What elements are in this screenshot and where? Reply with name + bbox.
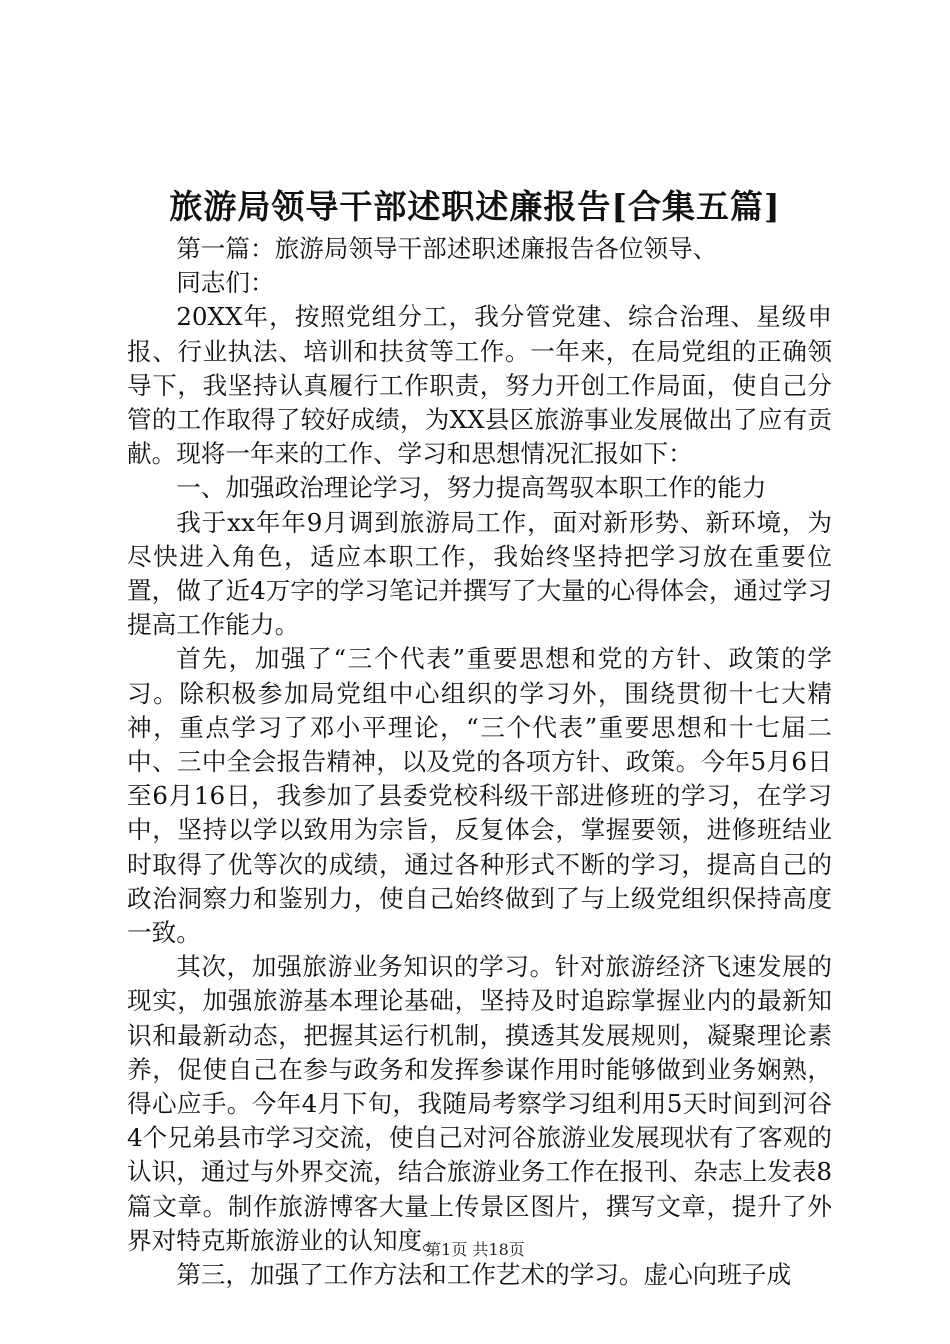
document-title: 旅游局领导干部述职述廉报告[合集五篇] — [169, 187, 781, 226]
paragraph: 第三，加强了工作方法和工作艺术的学习。虚心向班子成 — [176, 1260, 792, 1290]
paragraph: 同志们： — [176, 268, 275, 298]
paragraph: 我于xx年年9月调到旅游局工作，面对新形势、新环境，为尽快进入角色，适应本职工作，我始终坚持把学习放在重要位置，做了近4万字的学习笔记并撰写了大量的心得体会，通过学习提高工作能力。 — [127, 507, 832, 640]
paragraph: 首先，加强了“三个代表”重要思想和党的方针、政策的学习。除积极参加局党组中心组织的学习外，围绕贯彻十七大精神，重点学习了邓小平理论，“三个代表”重要思想和十七届二中、三中全会报告精神，以及党的各项方针、政策。今年5月6日至6月16日，我参加了县委党校科级干部进修班的学习，在学习中，坚持以学以致用为宗旨，反复体会，掌握要领，进修班结业时取得了优等次的成绩，通过各种形式不断的学习，提高自己的政治洞察力和鉴别力，使自己始终做到了与上级党组织保持高度一致。 — [127, 644, 832, 948]
paragraph: 第一篇：旅游局领导干部述职述廉报告各位领导、 — [176, 234, 718, 263]
paragraph: 20XX年，按照党组分工，我分管党建、综合治理、星级申报、行业执法、培训和扶贫等工作。一年来，在局党组的正确领导下，我坚持认真履行工作职责，努力开创工作局面，使自己分管的工作取得了较好成绩，为XX县区旅游事业发展做出了应有贡献。现将一年来的工作、学习和思想情况汇报如下： — [127, 302, 832, 469]
page-number-footer: 第1页 共18页 — [425, 1240, 525, 1259]
paragraph: 一、加强政治理论学习，努力提高驾驭本职工作的能力 — [176, 473, 767, 503]
document-body — [127, 232, 832, 1292]
paragraph: 其次，加强旅游业务知识的学习。针对旅游经济飞速发展的现实，加强旅游基本理论基础，坚持及时追踪掌握业内的最新知识和最新动态，把握其运行机制，摸透其发展规则，凝聚理论素养，促使自己在参与政务和发挥参谋作用时能够做到业务娴熟，得心应手。今年4月下旬，我随局考察学习组利用5天时间到河谷4个兄弟县市学习交流，使自己对河谷旅游业发展现状有了客观的认识，通过与外界交流，结合旅游业务工作在报刊、杂志上发表8篇文章。制作旅游博客大量上传景区图片，撰写文章，提升了外界对特克斯旅游业的认知度。 — [127, 952, 832, 1255]
